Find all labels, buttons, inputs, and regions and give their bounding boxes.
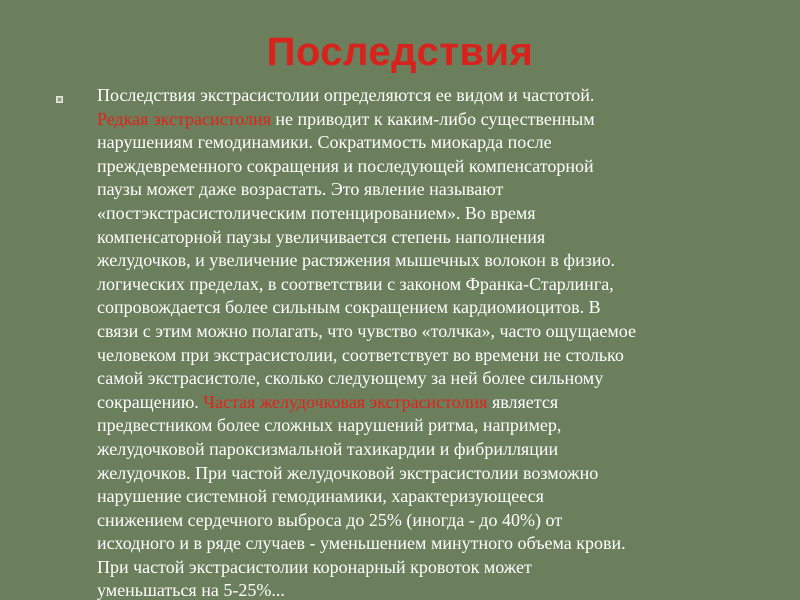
paragraph-text: Последствия экстрасистолии определяются ее видом и частотой. — [97, 85, 595, 105]
paragraph-text: самой экстрасистоле, сколько следующему за ней более сильному — [97, 368, 604, 389]
paragraph-text: связи с этим можно полагать, что чувство «толчка», часто ощущаемое — [97, 320, 636, 341]
paragraph-line — [97, 438, 757, 462]
paragraph-text: При частой экстрасистолии коронарный кровоток может — [97, 556, 532, 577]
paragraph-text: исходного и в ряде случаев - уменьшением минутного объема крови. — [97, 533, 626, 554]
paragraph-line — [97, 556, 757, 580]
paragraph-line — [97, 84, 757, 108]
paragraph-text: человеком при экстрасистолии, соответствует во времени не столько — [97, 344, 624, 365]
paragraph-line — [97, 226, 757, 250]
paragraph-text: нарушение системной гемодинамики, характеризующееся — [97, 486, 544, 507]
paragraph-line — [97, 155, 757, 179]
paragraph-line — [97, 367, 757, 391]
paragraph-line — [97, 273, 757, 297]
paragraph-text: сопровождается более сильным сокращением кардиомиоцитов. В — [97, 297, 601, 318]
paragraph-text: «постэкстрасистолическим потенцированием». Во время — [97, 202, 536, 223]
paragraph-line — [97, 131, 757, 155]
paragraph-text: сокращению. — [97, 391, 204, 412]
paragraph-line — [97, 579, 757, 600]
paragraph-line — [97, 344, 757, 368]
paragraph-line — [97, 485, 757, 509]
paragraph-line — [97, 202, 757, 226]
paragraph-text: предвестником более сложных нарушений ритма, например, — [97, 415, 562, 436]
paragraph-line — [97, 414, 757, 438]
highlighted-term: Редкая экстрасистолия — [97, 108, 271, 129]
paragraph-line — [97, 108, 757, 132]
paragraph-text: снижением сердечного выброса до 25% (иногда - до 40%) от — [97, 509, 563, 530]
paragraph-line — [97, 391, 757, 415]
paragraph-line — [97, 249, 757, 273]
paragraph-text: паузы может даже возрастать. Это явление называют — [97, 179, 504, 200]
bullet-icon — [56, 96, 63, 103]
paragraph-text: желудочковой пароксизмальной тахикардии и фибрилляции — [97, 438, 559, 459]
paragraph-text: уменьшаться на 5-25%... — [97, 580, 285, 600]
paragraph-text: логических пределах, в соответствии с законом Франка-Старлинга, — [97, 273, 614, 294]
paragraph-text: нарушениям гемодинамики. Сократимость миокарда после — [97, 132, 552, 153]
paragraph-line — [97, 462, 757, 486]
paragraph-text: преждевременного сокращения и последующей компенсаторной — [97, 155, 594, 176]
paragraph-text: является — [487, 391, 559, 412]
paragraph-line — [97, 320, 757, 344]
bullet-icon-inner — [58, 98, 61, 101]
slide-body-paragraph — [97, 84, 757, 600]
slide-title: Последствия — [266, 30, 534, 74]
paragraph-line — [97, 509, 757, 533]
highlighted-term: Частая желудочковая экстрасистолия — [203, 391, 488, 412]
paragraph-line — [97, 532, 757, 556]
paragraph-text: не приводит к каким-либо существенным — [270, 108, 595, 129]
paragraph-text: желудочков, и увеличение растяжения мышечных волокон в физио. — [97, 250, 615, 271]
paragraph-line — [97, 178, 757, 202]
paragraph-line — [97, 296, 757, 320]
paragraph-text: желудочков. При частой желудочковой экстрасистолии возможно — [97, 462, 599, 483]
paragraph-text: компенсаторной паузы увеличивается степень наполнения — [97, 226, 546, 247]
